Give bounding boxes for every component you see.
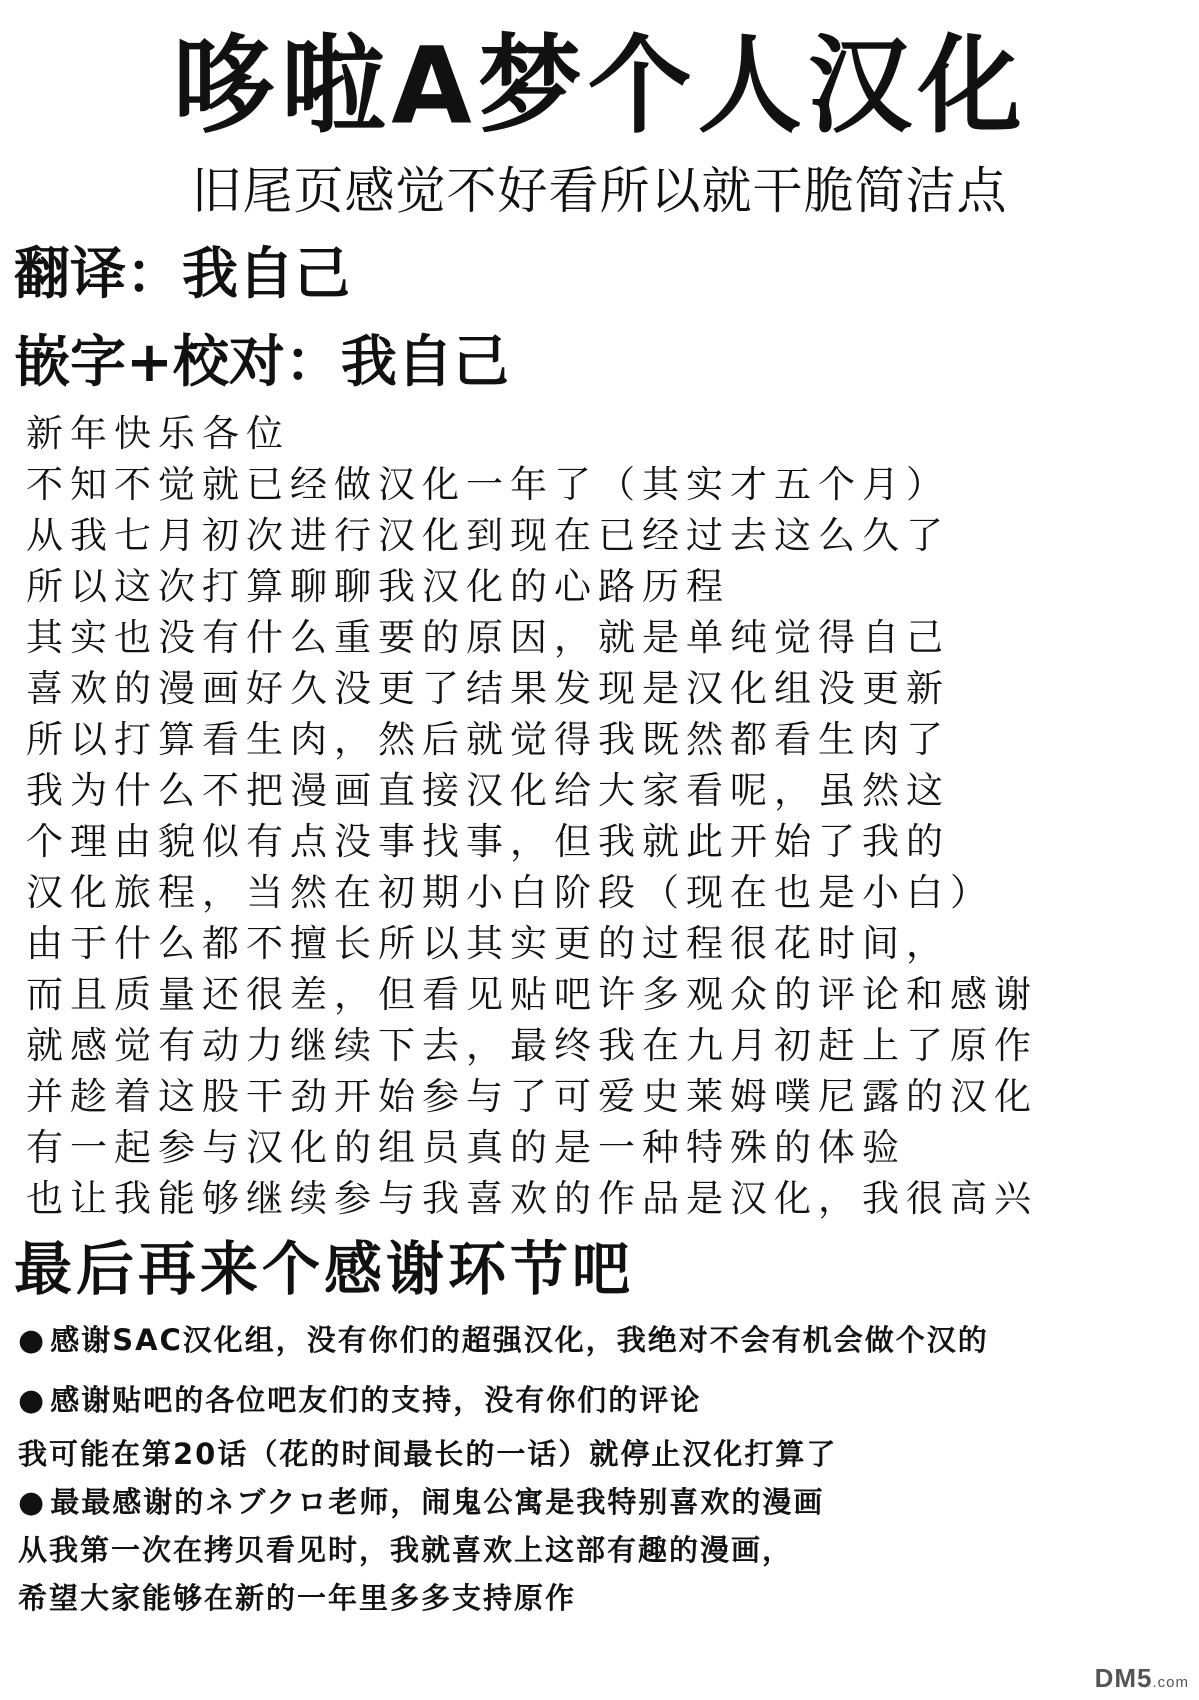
body-line: 由于什么都不擅长所以其实更的过程很花时间， <box>26 922 950 965</box>
body-line: 我为什么不把漫画直接汉化给大家看呢，虽然这 <box>26 769 950 812</box>
site-watermark <box>1095 1663 1189 1694</box>
bullet-icon: ● <box>18 1383 47 1418</box>
page-subtitle: 旧尾页感觉不好看所以就干脆简洁点 <box>191 162 1008 220</box>
thanks-line-text: 从我第一次在拷贝看见时，我就喜欢上这部有趣的漫画， <box>18 1533 794 1567</box>
bullet-icon: ● <box>18 1485 47 1520</box>
afterword-body <box>26 408 1196 1224</box>
body-line: 所以这次打算聊聊我汉化的心路历程 <box>26 565 730 608</box>
body-line: 新年快乐各位 <box>26 412 290 455</box>
thanks-line <box>18 1370 1196 1430</box>
thanks-line <box>18 1526 1196 1574</box>
body-line: 其实也没有什么重要的原因，就是单纯觉得自己 <box>26 616 950 659</box>
thanks-list <box>18 1310 1196 1622</box>
translation-credit: 翻译：我自己 <box>14 242 350 307</box>
bullet-icon: ● <box>18 1323 47 1358</box>
thanks-line-text: 感谢贴吧的各位吧友们的支持，没有你们的评论 <box>50 1383 702 1417</box>
body-line: 并趁着这股干劲开始参与了可爱史莱姆噗尼露的汉化 <box>26 1075 1038 1118</box>
thanks-line-text: 我可能在第20话（花的时间最长的一话）就停止汉化打算了 <box>18 1437 838 1471</box>
page-title: 哆啦A梦个人汉化 <box>171 23 1028 149</box>
body-line: 不知不觉就已经做汉化一年了（其实才五个月） <box>26 463 950 506</box>
body-line: 有一起参与汉化的组员真的是一种特殊的体验 <box>26 1126 906 1169</box>
thanks-line-text: 希望大家能够在新的一年里多多支持原作 <box>18 1581 577 1615</box>
body-line: 个理由貌似有点没事找事，但我就此开始了我的 <box>26 820 950 863</box>
body-line: 喜欢的漫画好久没更了结果发现是汉化组没更新 <box>26 667 950 710</box>
watermark-domain: .com <box>1152 1674 1189 1691</box>
thanks-heading: 最后再来个感谢环节吧 <box>14 1235 635 1303</box>
typeset-proofread-credit: 嵌字+校对：我自己 <box>14 330 509 395</box>
thanks-line-text: 感谢SAC汉化组，没有你们的超强汉化，我绝对不会有机会做个汉的 <box>50 1323 989 1357</box>
watermark-brand: DM5 <box>1094 1663 1153 1693</box>
thanks-line <box>18 1310 1196 1370</box>
thanks-line <box>18 1478 1196 1526</box>
body-line: 也让我能够继续参与我喜欢的作品是汉化，我很高兴 <box>26 1177 1038 1220</box>
thanks-line-text: 最最感谢的ネブクロ老师，闹鬼公寓是我特别喜欢的漫画 <box>50 1485 825 1519</box>
body-line: 汉化旅程，当然在初期小白阶段（现在也是小白） <box>26 871 994 914</box>
body-line: 就感觉有动力继续下去，最终我在九月初赶上了原作 <box>26 1024 1038 1067</box>
thanks-line <box>18 1574 1196 1622</box>
body-line: 而且质量还很差，但看见贴吧许多观众的评论和感谢 <box>26 973 1038 1016</box>
thanks-line <box>18 1430 1196 1478</box>
body-line: 所以打算看生肉，然后就觉得我既然都看生肉了 <box>26 718 950 761</box>
body-line: 从我七月初次进行汉化到现在已经过去这么久了 <box>26 514 950 557</box>
